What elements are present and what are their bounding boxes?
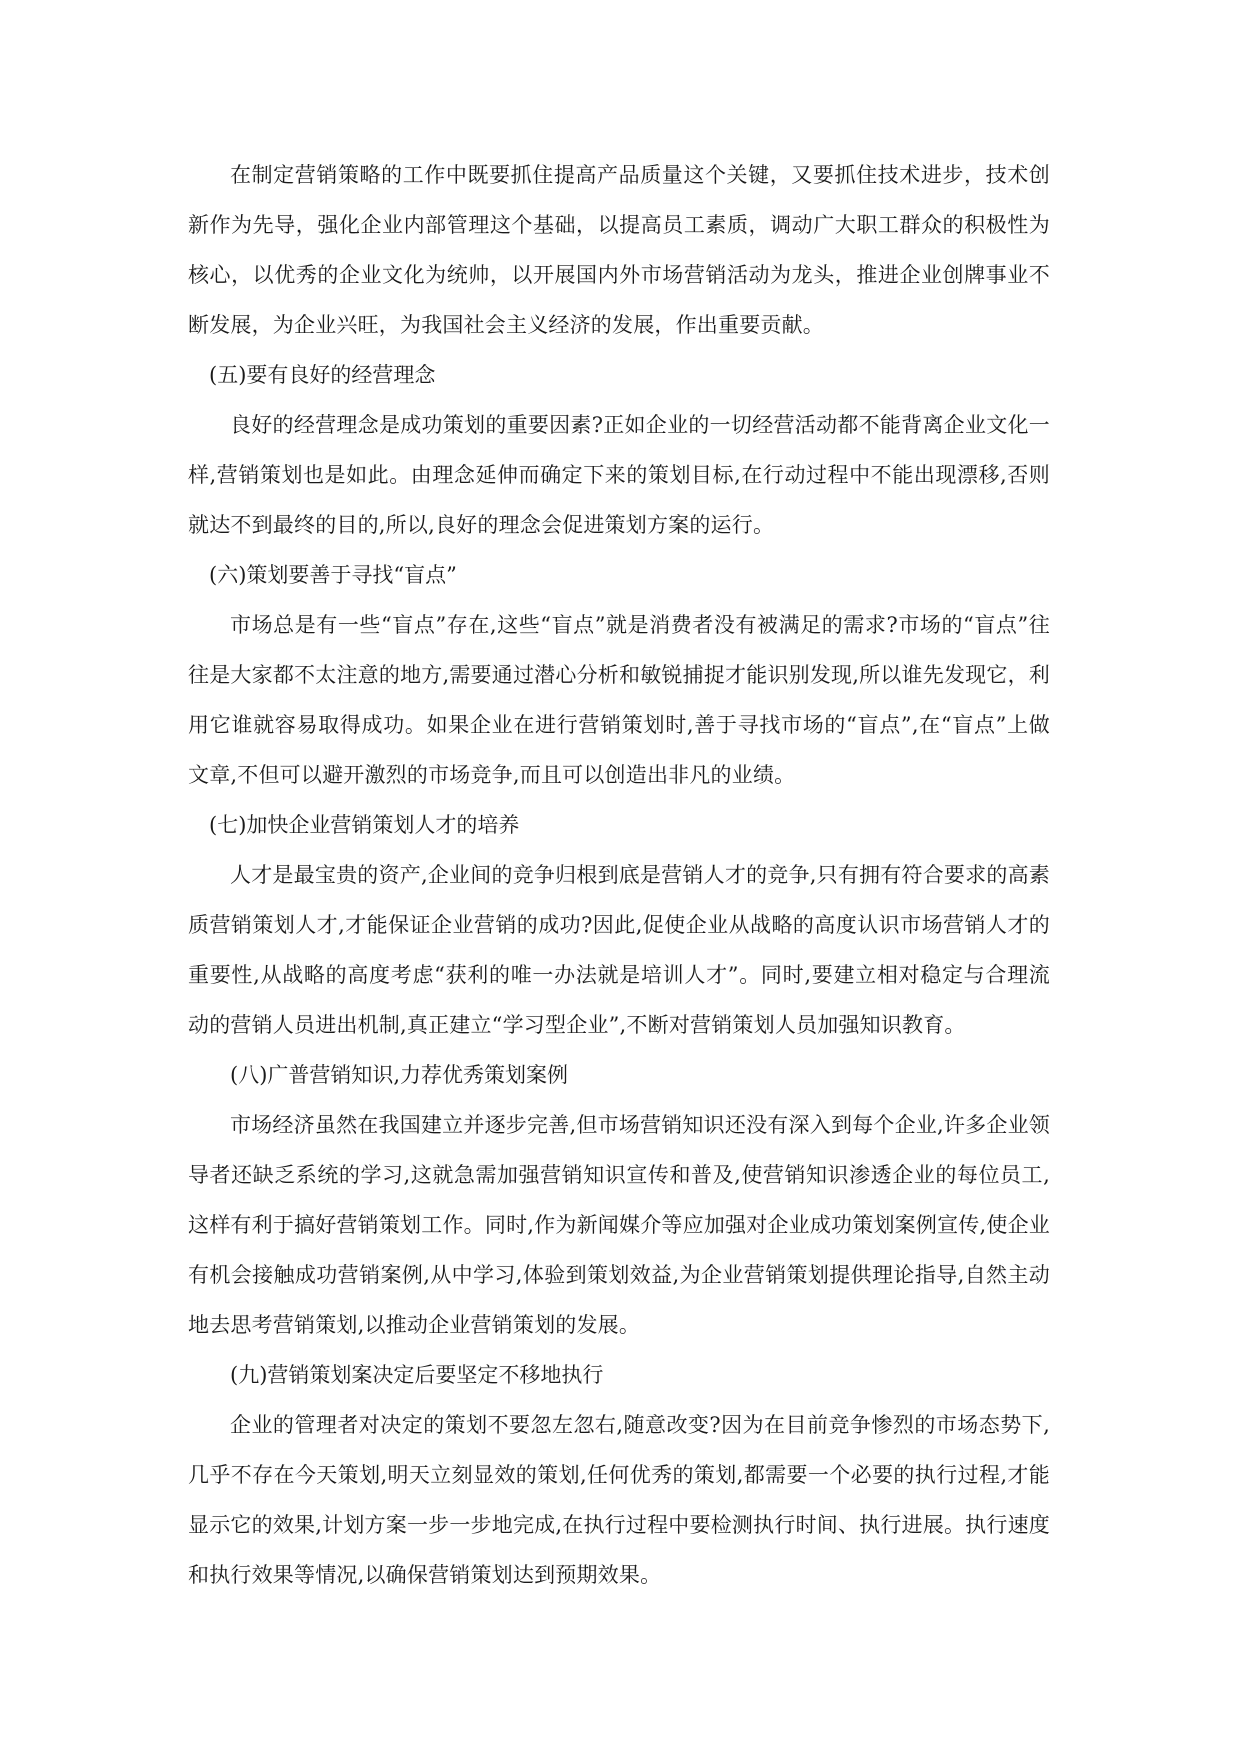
intro-paragraph: 在制定营销策略的工作中既要抓住提高产品质量这个关键，又要抓住技术进步，技术创新作为先导，强化企业内部管理这个基础，以提高员工素质，调动广大职工群众的积极性为核心，以优秀的企业文化为统帅，以开展国内外市场营销活动为龙头，推进企业创牌事业不断发展，为企业兴旺，为我国社会主义经济的发展，作出重要贡献。 bbox=[188, 163, 1050, 337]
section-8-paragraph: 市场经济虽然在我国建立并逐步完善,但市场营销知识还没有深入到每个企业,许多企业领导者还缺乏系统的学习,这就急需加强营销知识宣传和普及,使营销知识渗透企业的每位员工,这样有利于搞好营销策划工作。同时,作为新闻媒介等应加强对企业成功策划案例宣传,使企业有机会接触成功营销案例,从中学习,体验到策划效益,为企业营销策划提供理论指导,自然主动地去思考营销策划,以推动企业营销策划的发展。 bbox=[188, 1113, 1050, 1337]
section-6-paragraph: 市场总是有一些“盲点”存在,这些“盲点”就是消费者没有被满足的需求?市场的“盲点”往往是大家都不太注意的地方,需要通过潜心分析和敏锐捕捉才能识别发现,所以谁先发现它，利用它谁就容易取得成功。如果企业在进行营销策划时,善于寻找市场的“盲点”,在“盲点”上做文章,不但可以避开激烈的市场竞争,而且可以创造出非凡的业绩。 bbox=[188, 613, 1050, 787]
section-9-paragraph: 企业的管理者对决定的策划不要忽左忽右,随意改变?因为在目前竞争惨烈的市场态势下,几乎不存在今天策划,明天立刻显效的策划,任何优秀的策划,都需要一个必要的执行过程,才能显示它的效果,计划方案一步一步地完成,在执行过程中要检测执行时间、执行进展。执行速度和执行效果等情况,以确保营销策划达到预期效果。 bbox=[188, 1413, 1050, 1587]
section-5-paragraph: 良好的经营理念是成功策划的重要因素?正如企业的一切经营活动都不能背离企业文化一样,营销策划也是如此。由理念延伸而确定下来的策划目标,在行动过程中不能出现漂移,否则就达不到最终的目的,所以,良好的理念会促进策划方案的运行。 bbox=[188, 413, 1050, 537]
section-7-heading: (七)加快企业营销策划人才的培养 bbox=[209, 813, 520, 837]
section-6-heading: (六)策划要善于寻找“盲点” bbox=[209, 563, 457, 587]
section-8-heading: (八)广普营销知识,力荐优秀策划案例 bbox=[230, 1063, 569, 1087]
section-7-paragraph: 人才是最宝贵的资产,企业间的竞争归根到底是营销人才的竞争,只有拥有符合要求的高素质营销策划人才,才能保证企业营销的成功?因此,促使企业从战略的高度认识市场营销人才的重要性,从战略的高度考虑“获利的唯一办法就是培训人才”。同时,要建立相对稳定与合理流动的营销人员进出机制,真正建立“学习型企业”,不断对营销策划人员加强知识教育。 bbox=[188, 863, 1050, 1037]
section-9-heading: (九)营销策划案决定后要坚定不移地执行 bbox=[230, 1363, 604, 1387]
document-page bbox=[188, 150, 1050, 1600]
section-5-heading: (五)要有良好的经营理念 bbox=[209, 363, 436, 387]
